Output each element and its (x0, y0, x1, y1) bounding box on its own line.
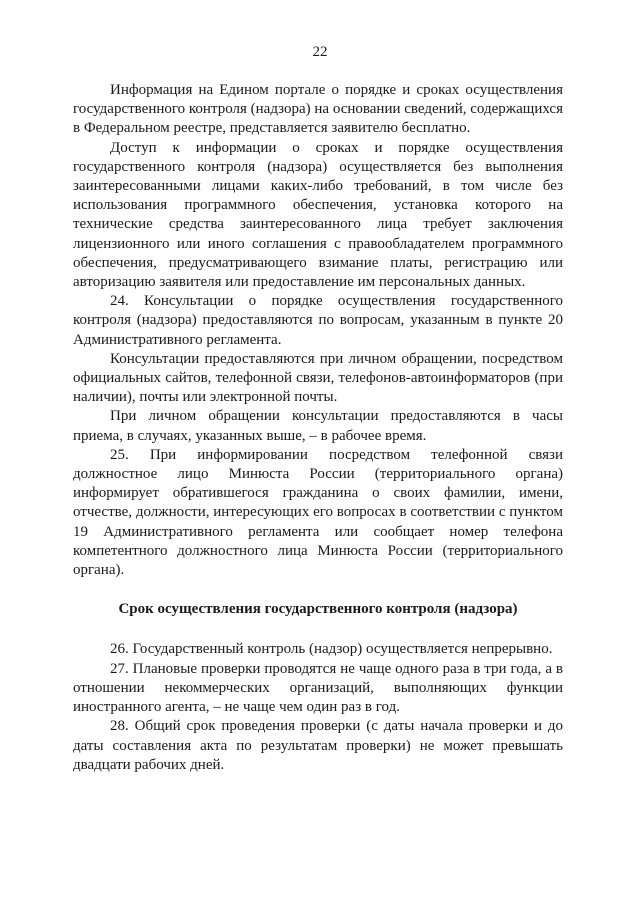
paragraph-portal-info: Информация на Едином портале о порядке и сроках осуществления государственного контроля (надзора) на основании сведений, содержащихся в Федеральном реестре, представляется заявителю бесплатно. (73, 82, 563, 137)
paragraph-27-planned-inspections: 27. Плановые проверки проводятся не чаще одного раза в три года, а в отношении некоммерческих организаций, выполняющих функции иностранного агента, – не чаще чем один раз в год. (73, 660, 563, 716)
paragraph-26-continuous: 26. Государственный контроль (надзор) осуществляется непрерывно. (110, 641, 553, 658)
section-heading: Срок осуществления государственного контроля (надзора) (118, 601, 518, 618)
page-number: 22 (312, 44, 328, 60)
paragraph-personal-visit: При личном обращении консультации предоставляются в часы приема, в случаях, указанных выше, – в рабочее время. (73, 408, 563, 444)
paragraph-24-consultations: 24. Консультации о порядке осуществления государственного контроля (надзора) предоставляются по вопросам, указанным в пункте 20 Административного регламента. (73, 293, 563, 348)
paragraph-28-inspection-term: 28. Общий срок проведения проверки (с даты начала проверки и до даты составления акта по результатам проверки) не может превышать двадцати рабочих дней. (73, 718, 563, 773)
paragraph-25-phone-info: 25. При информировании посредством телефонной связи должностное лицо Минюста России (территориального органа) информирует обратившегося гражданина о своих фамилии, имени, отчестве, должности, интересующих его вопросах в соответствии с пунктом 19 Административного регламента или сообщает номер телефона компетентного должностного лица Минюста России (территориального органа). (73, 446, 563, 579)
paragraph-consultation-channels: Консультации предоставляются при личном обращении, посредством официальных сайтов, телефонной связи, телефонов-автоинформаторов (при наличии), почты или электронной почты. (73, 350, 563, 406)
paragraph-access-info: Доступ к информации о сроках и порядке осуществления государственного контроля (надзора) осуществляется без выполнения заинтересованными лицами каких-либо требований, в том числе без использования программного обеспечения, установка которого на технические средства заинтересованного лица требует заключения лицензионного или иного соглашения с правообладателем программного обеспечения, предусматривающего взимание платы, регистрацию или авторизацию заявителя или предоставление им персональных данных. (73, 139, 563, 291)
document-body (73, 81, 563, 775)
